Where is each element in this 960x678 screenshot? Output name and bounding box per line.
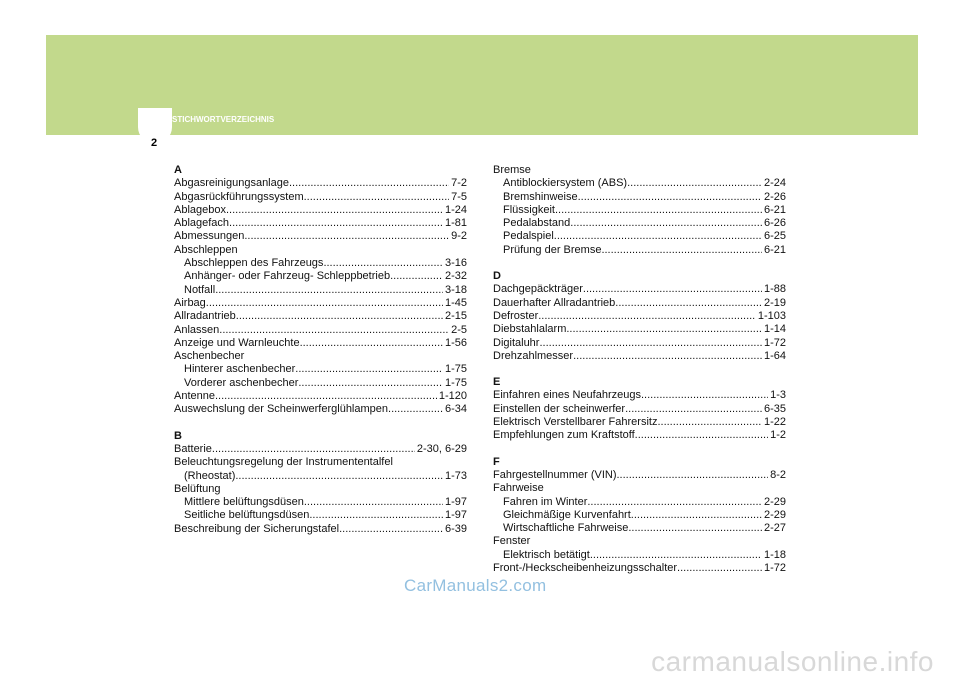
entry-term: Flüssigkeit (503, 203, 555, 216)
page-number: 2 (151, 137, 158, 149)
index-entry (174, 177, 467, 190)
index-entry (174, 191, 467, 204)
entry-page-ref: 2-27 (763, 522, 786, 535)
index-column-right (493, 164, 786, 575)
dot-leader (215, 284, 443, 297)
dot-leader (631, 509, 762, 522)
entry-term: Bremshinweise (503, 190, 578, 203)
dot-leader (229, 217, 443, 230)
entry-page-ref: 6-26 (763, 217, 786, 230)
index-subentry (493, 204, 786, 217)
entry-page-ref: 2-26 (763, 190, 786, 203)
entry-term: Wirtschaftliche Fahrweise (503, 522, 629, 535)
entry-term: Prüfung der Bremse (503, 243, 602, 256)
entry-term: Dauerhafter Allradantrieb (493, 296, 616, 309)
entry-page-ref: 1-22 (763, 416, 786, 429)
index-entry (493, 429, 786, 442)
dot-leader (206, 297, 443, 310)
index-subentry (493, 177, 786, 190)
index-entry (174, 443, 467, 456)
index-letter-heading: A (174, 164, 182, 176)
dot-leader (339, 523, 443, 536)
dot-leader (244, 230, 449, 243)
entry-page-ref: 1-103 (757, 309, 786, 322)
index-subentry (174, 470, 467, 483)
dot-leader (323, 257, 443, 270)
index-letter-heading: F (493, 455, 500, 468)
entry-term: Abschleppen des Fahrzeugs (184, 257, 324, 270)
entry-term: Airbag (174, 296, 206, 309)
entry-term: Elektrisch Verstellbarer Fahrersitz (493, 416, 658, 429)
entry-page-ref: 2-29 (763, 495, 786, 508)
index-subentry (493, 549, 786, 562)
dot-leader (219, 324, 449, 337)
entry-page-ref: 1-18 (763, 548, 786, 561)
index-subentry (174, 284, 467, 297)
entry-page-ref: 2-32 (444, 270, 467, 283)
entry-page-ref: 9-2 (451, 230, 467, 243)
entry-page-ref: 1-97 (444, 509, 467, 522)
index-group-heading: Abschleppen (174, 243, 238, 256)
entry-page-ref: 3-16 (444, 257, 467, 270)
entry-term: Empfehlungen zum Kraftstoff (493, 429, 635, 442)
entry-page-ref: 2-5 (451, 323, 467, 336)
entry-page-ref: 3-18 (444, 283, 467, 296)
index-subentry (174, 363, 467, 376)
dot-leader (583, 283, 762, 296)
dot-leader (295, 363, 443, 376)
index-entry (493, 297, 786, 310)
index-entry (493, 350, 786, 363)
index-subentry (493, 522, 786, 535)
dot-leader (625, 403, 762, 416)
entry-term: Gleichmäßige Kurvenfahrt (503, 508, 631, 521)
entry-page-ref: 1-75 (444, 363, 467, 376)
dot-leader (657, 416, 762, 429)
index-letter-heading: E (493, 376, 501, 389)
entry-term: Abmessungen (174, 230, 245, 243)
dot-leader (298, 377, 443, 390)
watermark-link[interactable]: CarManuals2.com (404, 576, 547, 595)
entry-page-ref: 1-73 (444, 469, 467, 482)
entry-term: Anlassen (174, 323, 220, 336)
index-column-left (174, 164, 467, 536)
index-entry (174, 230, 467, 243)
dot-leader (390, 270, 443, 283)
entry-term: Front-/Heckscheibenheizungsschalter (493, 562, 678, 575)
dot-leader (212, 443, 415, 456)
entry-page-ref: 1-72 (763, 562, 786, 575)
index-subentry (493, 509, 786, 522)
dot-leader (304, 496, 443, 509)
chapter-title: STICHWORTVERZEICHNIS (172, 115, 275, 124)
index-entry (493, 562, 786, 575)
index-entry (174, 324, 467, 337)
entry-page-ref: 2-29 (763, 508, 786, 521)
index-entry (174, 523, 467, 536)
dot-leader (628, 522, 762, 535)
entry-page-ref: 1-45 (444, 296, 467, 309)
entry-page-ref: 2-15 (444, 310, 467, 323)
entry-page-ref: 1-64 (763, 349, 786, 362)
entry-page-ref: 1-72 (763, 336, 786, 349)
entry-term: Auswechslung der Scheinwerferglühlampen (174, 403, 389, 416)
entry-page-ref: 6-21 (763, 243, 786, 256)
index-subentry (493, 217, 786, 230)
entry-page-ref: 1-24 (444, 203, 467, 216)
entry-term: Ablagebox (174, 203, 226, 216)
entry-term: Notfall (184, 283, 216, 296)
index-group-heading: Beleuchtungsregelung der Instrumententalfel (174, 456, 393, 469)
entry-page-ref: 7-2 (451, 177, 467, 190)
index-subentry (174, 509, 467, 522)
entry-term: Hinterer aschenbecher (184, 363, 296, 376)
index-letter-heading: B (174, 429, 182, 442)
index-entry (493, 310, 786, 323)
dot-leader (554, 230, 762, 243)
entry-term: Beschreibung der Sicherungstafel (174, 522, 340, 535)
dot-leader (555, 204, 762, 217)
entry-term: Seitliche belüftungsdüsen (184, 509, 310, 522)
entry-page-ref: 1-75 (444, 376, 467, 389)
dot-leader (304, 191, 449, 204)
dot-leader (587, 496, 762, 509)
entry-term: Fahren im Winter (503, 495, 588, 508)
entry-term: Fahrgestellnummer (VIN) (493, 468, 617, 481)
index-letter-heading: D (493, 270, 501, 283)
entry-term: Pedalspiel (503, 230, 554, 243)
index-entry (493, 416, 786, 429)
dot-leader (538, 310, 756, 323)
entry-term: Abgasrückführungssystem (174, 190, 304, 203)
entry-page-ref: 2-24 (763, 177, 786, 190)
index-entry (174, 217, 467, 230)
dot-leader (590, 549, 762, 562)
entry-term: Anzeige und Warnleuchte (174, 336, 300, 349)
dot-leader (289, 177, 449, 190)
index-entry (174, 403, 467, 416)
entry-term: Elektrisch betätigt (503, 548, 590, 561)
dot-leader (601, 244, 762, 257)
entry-term: Einstellen der scheinwerfer (493, 402, 626, 415)
entry-page-ref: 1-81 (444, 217, 467, 230)
entry-page-ref: 8-2 (770, 468, 786, 481)
entry-term: Antenne (174, 390, 215, 403)
dot-leader (309, 509, 443, 522)
index-entry (493, 389, 786, 402)
entry-term: Vorderer aschenbecher (184, 376, 299, 389)
index-entry (493, 337, 786, 350)
index-entry (493, 403, 786, 416)
entry-term: Ablagefach (174, 217, 230, 230)
entry-page-ref: 6-39 (444, 522, 467, 535)
index-subentry (493, 191, 786, 204)
entry-page-ref: 6-21 (763, 203, 786, 216)
entry-page-ref: 1-120 (438, 390, 467, 403)
entry-term: Dachgepäckträger (493, 283, 583, 296)
index-subentry (493, 496, 786, 509)
entry-page-ref: 1-14 (763, 323, 786, 336)
index-entry (174, 204, 467, 217)
index-subentry (174, 496, 467, 509)
index-group-heading: Belüftung (174, 482, 221, 495)
entry-term: Defroster (493, 309, 539, 322)
entry-term: Diebstahlalarm (493, 323, 567, 336)
entry-page-ref: 1-97 (444, 496, 467, 509)
index-entry (493, 283, 786, 296)
index-entry (174, 390, 467, 403)
index-entry (174, 337, 467, 350)
dot-leader (616, 469, 768, 482)
section-gap (493, 363, 786, 376)
entry-page-ref: 7-5 (451, 190, 467, 203)
index-group-heading: Fenster (493, 535, 531, 548)
section-gap (493, 443, 786, 456)
index-subentry (174, 270, 467, 283)
chapter-number: 10 (146, 111, 170, 132)
entry-page-ref: 1-3 (770, 389, 786, 402)
entry-page-ref: 6-25 (763, 230, 786, 243)
entry-page-ref: 1-88 (763, 283, 786, 296)
entry-term: Antiblockiersystem (ABS) (503, 177, 628, 190)
entry-page-ref: 6-34 (444, 403, 467, 416)
index-group-heading: Fahrweise (493, 482, 544, 495)
entry-term: Pedalabstand (503, 217, 571, 230)
dot-leader (566, 323, 762, 336)
dot-leader (641, 389, 768, 402)
entry-page-ref: 2-30, 6-29 (416, 442, 467, 455)
entry-term: Einfahren eines Neufahrzeugs (493, 389, 641, 402)
dot-leader (677, 562, 762, 575)
index-subentry (174, 257, 467, 270)
dot-leader (388, 403, 443, 416)
index-subentry (493, 230, 786, 243)
index-entry (493, 323, 786, 336)
index-entry (493, 469, 786, 482)
entry-page-ref: 2-19 (763, 296, 786, 309)
dot-leader (570, 217, 762, 230)
dot-leader (300, 337, 443, 350)
index-group-heading: Bremse (493, 164, 531, 176)
section-gap (493, 257, 786, 270)
entry-term: Digitaluhr (493, 336, 540, 349)
dot-leader (615, 297, 762, 310)
section-gap (174, 417, 467, 430)
entry-term: (Rheostat) (184, 469, 236, 482)
entry-page-ref: 6-35 (763, 402, 786, 415)
footer-watermark[interactable]: carmanualsonline.info (651, 646, 934, 677)
entry-term: Anhänger- oder Fahrzeug- Schleppbetrieb (184, 270, 391, 283)
entry-term: Abgasreinigungsanlage (174, 177, 289, 190)
entry-term: Drehzahlmesser (493, 349, 574, 362)
entry-term: Batterie (174, 442, 212, 455)
dot-leader (236, 310, 443, 323)
dot-leader (539, 337, 762, 350)
index-group-heading: Aschenbecher (174, 350, 245, 363)
entry-term: Mittlere belüftungsdüsen (184, 496, 304, 509)
index-subentry (174, 377, 467, 390)
entry-page-ref: 1-2 (770, 429, 786, 442)
dot-leader (215, 390, 437, 403)
index-subentry (493, 244, 786, 257)
index-entry (174, 310, 467, 323)
entry-term: Allradantrieb (174, 310, 236, 323)
dot-leader (573, 350, 762, 363)
dot-leader (578, 191, 762, 204)
dot-leader (235, 470, 443, 483)
dot-leader (627, 177, 762, 190)
dot-leader (226, 204, 443, 217)
entry-page-ref: 1-56 (444, 336, 467, 349)
dot-leader (635, 429, 768, 442)
index-entry (174, 297, 467, 310)
